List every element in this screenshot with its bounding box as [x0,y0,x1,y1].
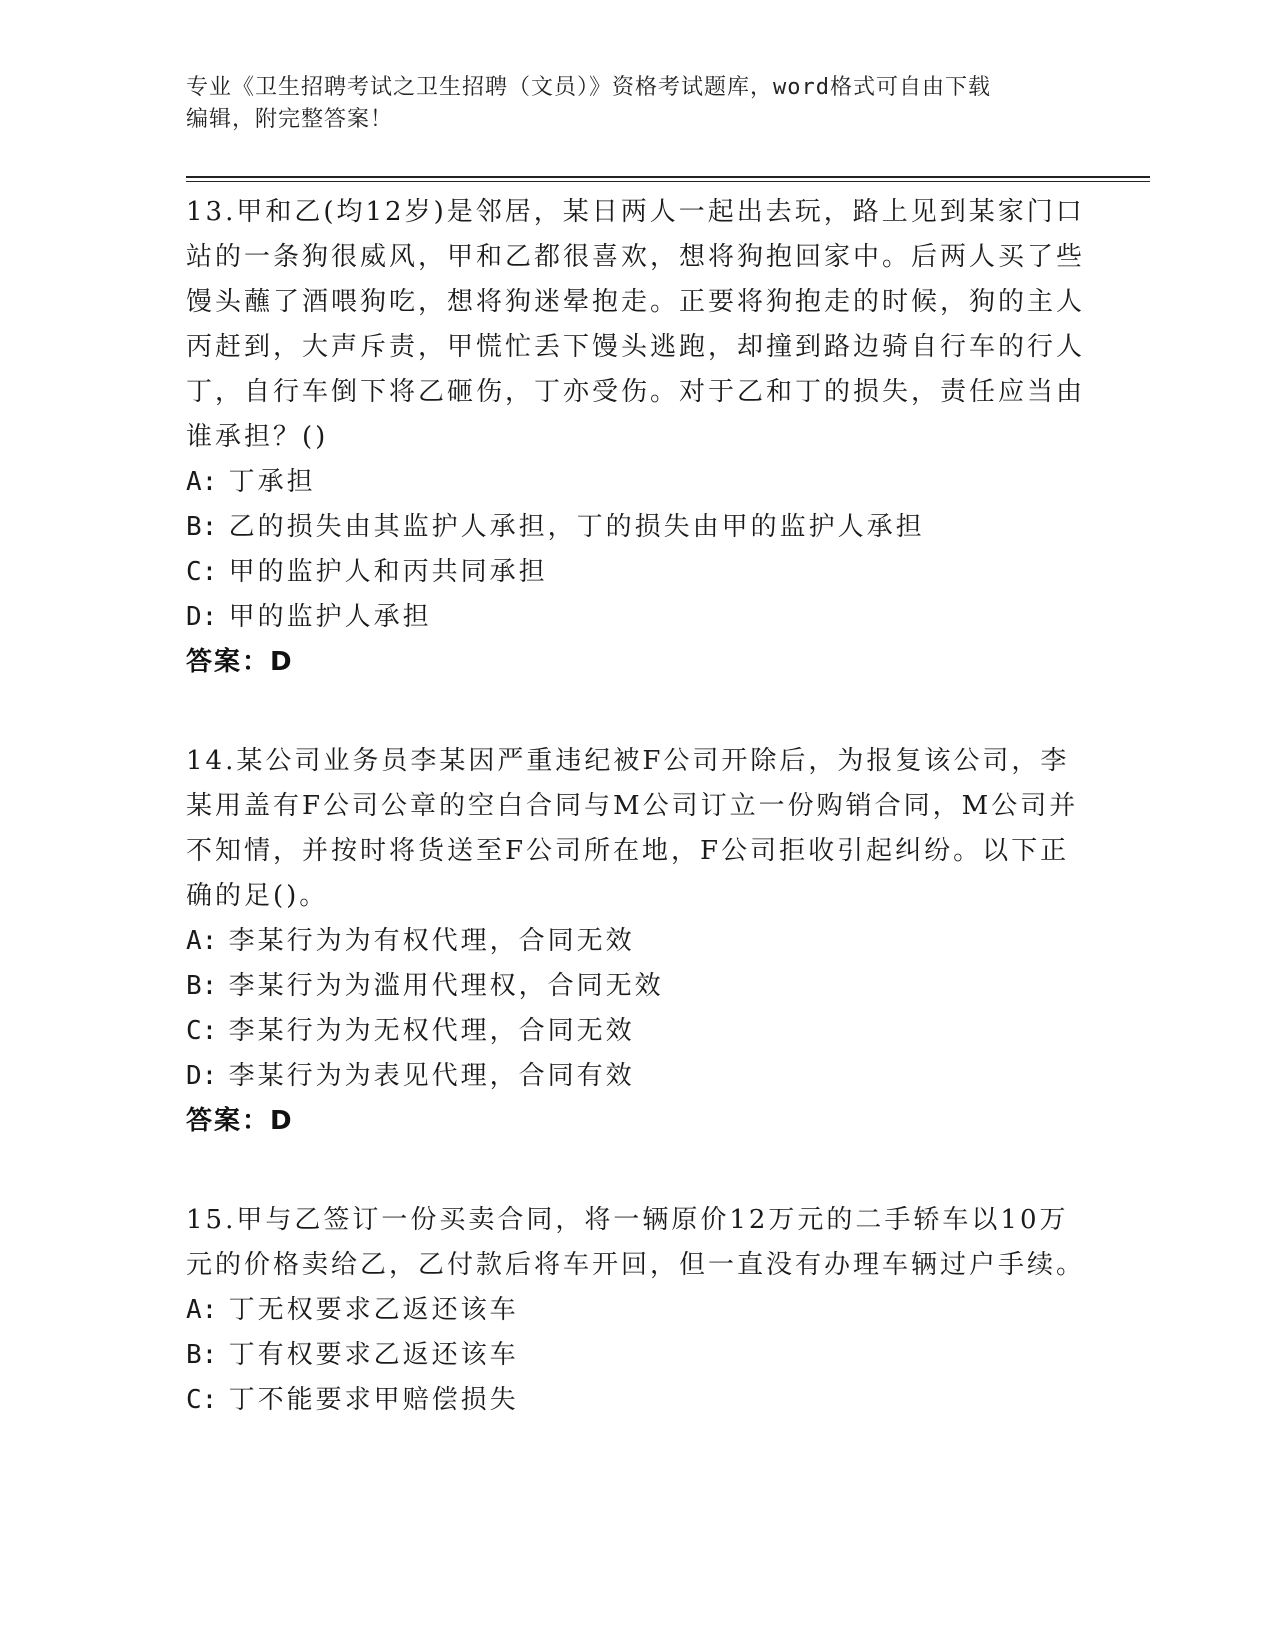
option-text: 丁无权要求乙返还该车 [228,1295,519,1325]
header-line-2: 编辑，附完整答案！ [186,107,394,132]
option-letter: B: [186,512,218,542]
option-a [186,919,1086,964]
question-text: 14.某公司业务员李某因严重违纪被F公司开除后，为报复该公司，李某用盖有F公司公章的空白合同与M公司订立一份购销合同，M公司并不知情，并按时将货送至F公司所在地，F公司拒收引起纠纷。以下正确的足()。 [186,746,1079,911]
option-a [186,460,1086,505]
option-letter: A: [186,926,218,956]
option-d [186,595,1086,640]
option-letter: C: [186,1385,218,1415]
option-c [186,1378,1086,1423]
question-list [186,190,1086,1477]
option-letter: A: [186,1295,218,1325]
option-text: 丁有权要求乙返还该车 [228,1340,519,1370]
option-letter: D: [186,602,218,632]
question-13 [186,190,1086,685]
option-text: 李某行为为表见代理，合同有效 [228,1061,635,1091]
document-header [186,72,1066,136]
option-c [186,1009,1086,1054]
option-b [186,505,1086,550]
option-text: 李某行为为有权代理，合同无效 [228,926,635,956]
option-letter: C: [186,1016,218,1046]
option-text: 丁承担 [228,467,316,497]
option-text: 李某行为为滥用代理权，合同无效 [228,971,664,1001]
option-b [186,964,1086,1009]
option-letter: D: [186,1061,218,1091]
header-divider [186,176,1150,182]
option-text: 丁不能要求甲赔偿损失 [228,1385,519,1415]
option-a [186,1288,1086,1333]
option-d [186,1054,1086,1099]
option-text: 甲的监护人承担 [228,602,432,632]
answer-label: 答案：D [186,1106,294,1136]
answer-label: 答案：D [186,647,294,677]
option-letter: A: [186,467,218,497]
option-letter: B: [186,1340,218,1370]
header-line-1: 专业《卫生招聘考试之卫生招聘（文员）》资格考试题库，word格式可自由下载 [186,75,991,100]
option-letter: C: [186,557,218,587]
option-text: 甲的监护人和丙共同承担 [228,557,548,587]
question-14 [186,739,1086,1144]
question-text: 15.甲与乙签订一份买卖合同，将一辆原价12万元的二手轿车以10万元的价格卖给乙，乙付款后将车开回，但一直没有办理车辆过户手续。 [186,1205,1086,1280]
option-text: 李某行为为无权代理，合同无效 [228,1016,635,1046]
option-text: 乙的损失由其监护人承担，丁的损失由甲的监护人承担 [228,512,925,542]
option-c [186,550,1086,595]
question-15 [186,1198,1086,1423]
option-letter: B: [186,971,218,1001]
option-b [186,1333,1086,1378]
question-text: 13.甲和乙(均12岁)是邻居，某日两人一起出去玩，路上见到某家门口站的一条狗很威风，甲和乙都很喜欢，想将狗抱回家中。后两人买了些馒头蘸了酒喂狗吃，想将狗迷晕抱走。正要将狗抱走的时候，狗的主人丙赶到，大声斥责，甲慌忙丢下馒头逃跑，却撞到路边骑自行车的行人丁，自行车倒下将乙砸伤，丁亦受伤。对于乙和丁的损失，责任应当由谁承担？() [186,197,1086,452]
